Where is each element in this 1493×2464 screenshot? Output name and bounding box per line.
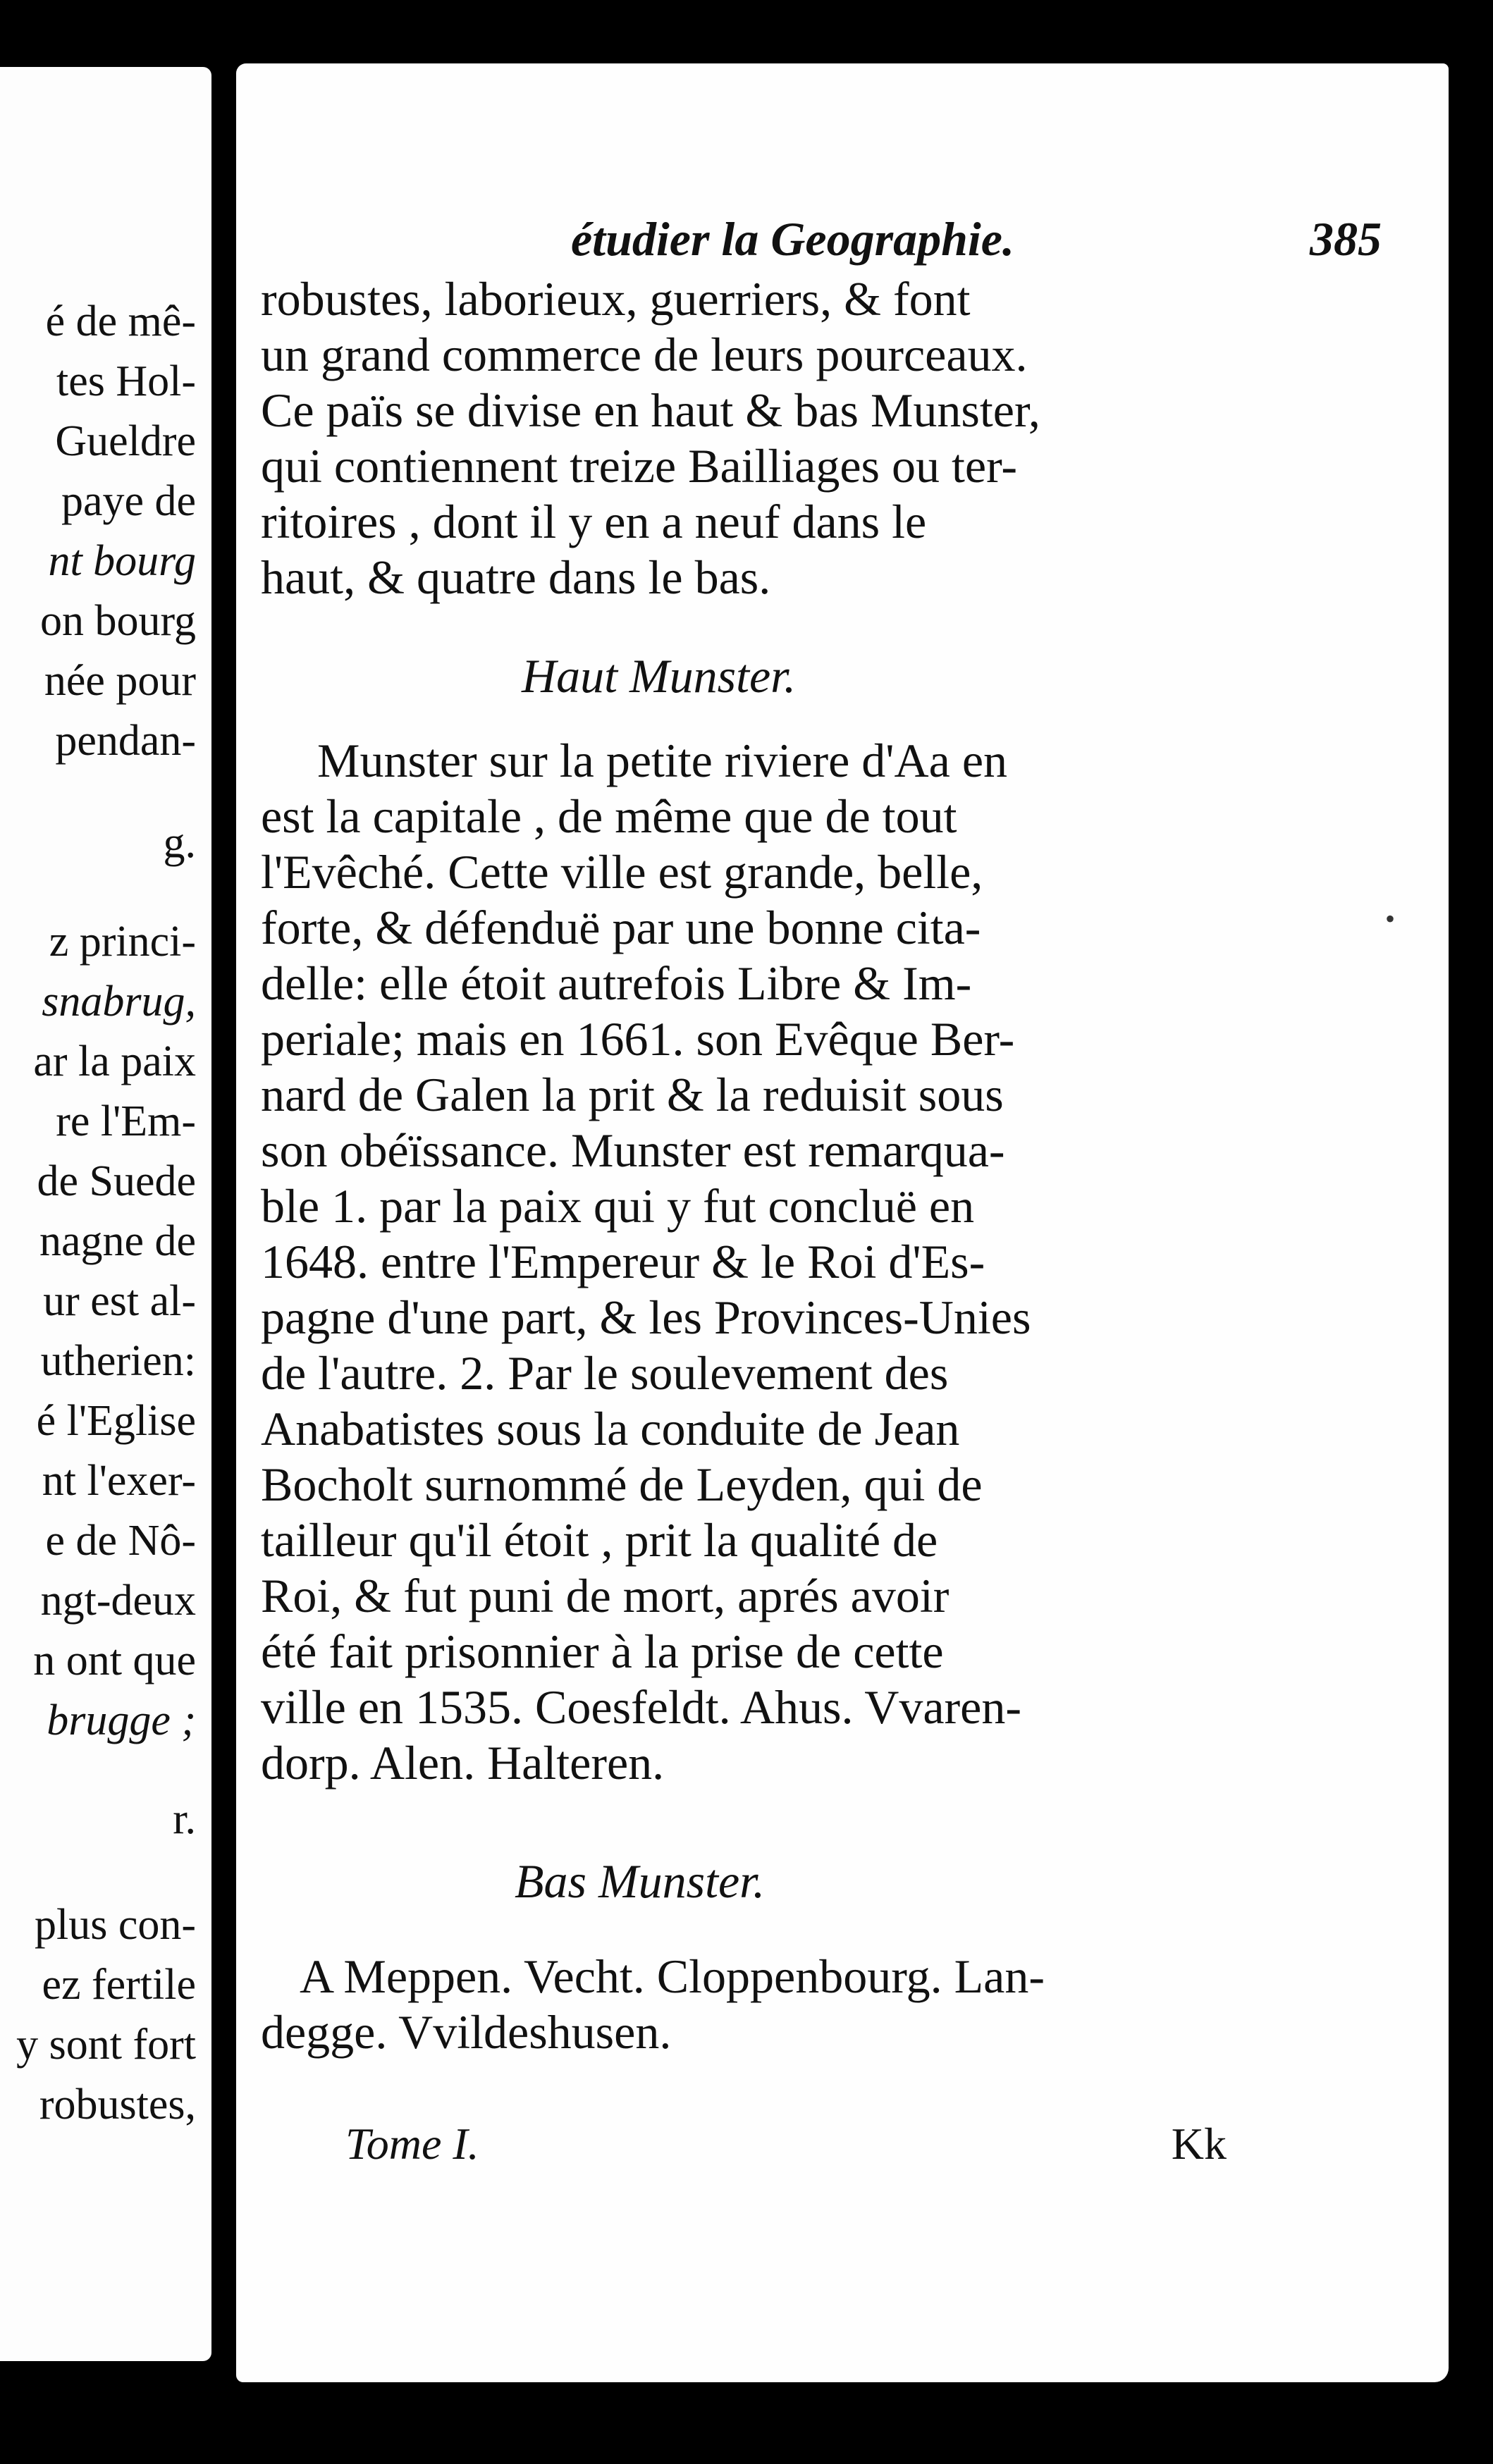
left-page-line: r.: [173, 1795, 196, 1843]
paragraph-line: Munster sur la petite riviere d'Aa en: [317, 734, 1008, 787]
paragraph-line: son obéïssance. Munster est remarqua-: [261, 1123, 1005, 1177]
right-page: [236, 63, 1449, 2382]
left-page-line: nagne de: [39, 1217, 196, 1265]
paragraph-line: forte, & défenduë par une bonne cita-: [261, 901, 981, 954]
left-page-line: on bourg: [39, 597, 196, 645]
left-page-line: z princi-: [49, 918, 196, 966]
paragraph-line: Bocholt surnommé de Leyden, qui de: [261, 1458, 983, 1511]
left-page-line: n ont que: [33, 1637, 196, 1684]
paragraph-line: nard de Galen la prit & la reduisit sous: [261, 1068, 1004, 1121]
paragraph-line: Roi, & fut puni de mort, aprés avoir: [261, 1569, 950, 1622]
text-block: [261, 63, 1241, 2178]
left-page-line: paye de: [61, 477, 196, 525]
left-page-line: é l'Eglise: [36, 1397, 196, 1445]
paragraph-line: degge. Vvildeshusen.: [261, 2005, 672, 2059]
left-page-line: ur est al-: [43, 1277, 196, 1325]
paragraph-line: dorp. Alen. Halteren.: [261, 1736, 665, 1790]
left-page-line: nt bourg: [48, 537, 196, 585]
ink-speck: •: [1385, 903, 1396, 935]
paragraph-line: Anabatistes sous la conduite de Jean: [261, 1402, 960, 1455]
left-page-line: utherien:: [40, 1337, 196, 1385]
left-page-line: g.: [163, 819, 196, 867]
paragraph-line: qui contiennent treize Bailliages ou ter-: [261, 439, 1018, 493]
paragraph-line: delle: elle étoit autrefois Libre & Im-: [261, 956, 972, 1010]
running-title: étudier la Geographie.: [571, 212, 1014, 266]
left-page-line: y sont fort: [16, 2021, 196, 2069]
footer-signature: Kk: [1171, 2119, 1227, 2169]
left-page-line: robustes,: [39, 2081, 196, 2129]
left-page-line: tes Hol-: [56, 357, 196, 405]
paragraph-line: haut, & quatre dans le bas.: [261, 550, 771, 604]
left-page-line: re l'Em-: [56, 1097, 196, 1145]
left-page-line: née pour: [44, 657, 196, 705]
left-page-line: snabrug,: [42, 978, 196, 1025]
paragraph-line: de l'autre. 2. Par le soulevement des: [261, 1346, 949, 1400]
paragraph-line: est la capitale , de même que de tout: [261, 789, 957, 843]
paragraph-line: Ce païs se divise en haut & bas Munster,: [261, 383, 1040, 437]
paragraph-line: robustes, laborieux, guerriers, & font: [261, 272, 971, 326]
paragraph-line: periale; mais en 1661. son Evêque Ber-: [261, 1012, 1015, 1066]
left-page-line: é de mê-: [45, 297, 196, 345]
left-page-line: brugge ;: [47, 1696, 196, 1744]
left-page-line: nt l'exer-: [42, 1457, 196, 1505]
left-page-fragment: [0, 67, 211, 2361]
left-page-line: plus con-: [34, 1901, 196, 1949]
paragraph-line: tailleur qu'il étoit , prit la qualité de: [261, 1513, 938, 1567]
paragraph-line: 1648. entre l'Empereur & le Roi d'Es-: [261, 1235, 985, 1288]
paragraph-line: ritoires , dont il y en a neuf dans le: [261, 495, 927, 548]
left-page-line: e de Nô-: [45, 1517, 196, 1565]
left-page-line: pendan-: [55, 717, 196, 765]
paragraph-line: ville en 1535. Coesfeldt. Ahus. Vvaren-: [261, 1680, 1022, 1734]
footer-tome: Tome I.: [345, 2119, 479, 2169]
section-heading-bas: Bas Munster.: [515, 1854, 766, 1908]
paragraph-line: ble 1. par la paix qui y fut concluë en: [261, 1179, 975, 1233]
page-footer: [345, 2118, 1227, 2181]
paragraph-line: l'Evêché. Cette ville est grande, belle,: [261, 845, 983, 899]
left-page-line: Gueldre: [55, 417, 196, 465]
paragraph-line: été fait prisonnier à la prise de cette: [261, 1625, 944, 1678]
section-heading-haut: Haut Munster.: [522, 649, 797, 703]
left-page-line: de Suede: [37, 1157, 196, 1205]
left-page-line: ar la paix: [33, 1037, 196, 1085]
paragraph-line: pagne d'une part, & les Provinces-Unies: [261, 1290, 1031, 1344]
paragraph-line: A Meppen. Vecht. Cloppenbourg. Lan-: [300, 1949, 1045, 2003]
page-number: 385: [1310, 212, 1382, 266]
left-page-line: ngt-deux: [40, 1577, 196, 1625]
paragraph-line: un grand commerce de leurs pourceaux.: [261, 328, 1028, 381]
left-page-line: ez fertile: [42, 1961, 196, 2009]
